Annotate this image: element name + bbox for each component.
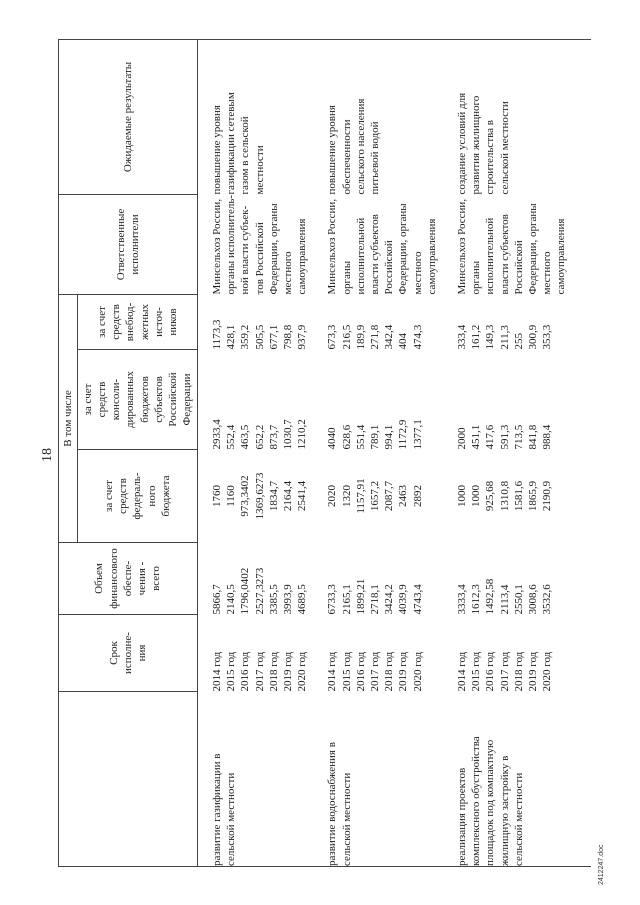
- federal-cell: [198, 450, 314, 543]
- regional-value: 652,2: [253, 424, 266, 450]
- total-value: 2165,1: [340, 584, 353, 615]
- responsible-cell: Минсельхоз России, органы исполнительной власти субъектов Российской Федерации, органы местного самоуправления: [456, 198, 568, 295]
- regional-value: 1377,1: [411, 419, 424, 450]
- regional-cell: [198, 350, 314, 450]
- federal-value: 1320: [340, 485, 353, 507]
- results-cell: создание условий для развития жилищного строительства в сельской местности: [443, 39, 591, 194]
- total-value: 4039,9: [397, 584, 410, 615]
- years-cell: [198, 615, 314, 692]
- years-value: 2016 год: [484, 651, 497, 692]
- table-body: [198, 39, 591, 866]
- total-value: 3424,2: [383, 584, 396, 615]
- years-value: 2016 год: [239, 651, 252, 692]
- extra-value: 271,8: [369, 324, 382, 350]
- regional-value: 1030,7: [282, 419, 295, 450]
- extra-value: 428,1: [225, 324, 238, 350]
- extra-value: 216,5: [340, 324, 353, 350]
- regional-cell: [443, 350, 591, 450]
- years-value: 2016 год: [354, 651, 367, 692]
- measure-name: развитие водоснабжения в сельской местности: [313, 692, 443, 867]
- federal-value: 925,68: [484, 480, 497, 512]
- years-value: 2019 год: [282, 651, 295, 692]
- table-row: [443, 39, 591, 866]
- extra-value: 1173,3: [211, 319, 223, 350]
- table-header: [59, 39, 198, 866]
- extra-value: 342,4: [383, 324, 396, 350]
- regional-value: 873,7: [267, 424, 280, 450]
- extra-cell: [198, 294, 314, 349]
- years-value: 2017 год: [369, 651, 382, 692]
- total-value: 6733,3: [326, 584, 339, 615]
- years-value: 2017 год: [253, 651, 266, 692]
- regional-cell: [313, 350, 443, 450]
- federal-value: 2164,4: [282, 480, 295, 512]
- table-row: [198, 39, 314, 866]
- regional-value: 988,4: [541, 424, 554, 450]
- years-value: 2015 год: [340, 651, 353, 692]
- measure-name: реализация проектов комплексного обустройства площадок под компактную жилищную застройку в сельской местности: [443, 692, 591, 867]
- years-value: 2019 год: [397, 651, 410, 692]
- regional-value: 552,4: [225, 424, 238, 450]
- total-value: 1612,3: [470, 584, 483, 615]
- extra-value: 300,9: [527, 324, 540, 350]
- extra-cell: [443, 294, 591, 349]
- total-value: 3385,5: [267, 584, 280, 615]
- federal-value: 1581,6: [512, 480, 525, 512]
- extra-value: 404: [397, 333, 410, 350]
- total-value: 2550,1: [512, 584, 525, 615]
- years-value: 2014 год: [211, 651, 223, 692]
- years-value: 2020 год: [411, 651, 424, 692]
- header-extra: за счет средств внебюд- жетных источ- ников: [78, 294, 198, 349]
- federal-value: 1657,2: [369, 480, 382, 512]
- federal-value: 1834,7: [267, 480, 280, 512]
- years-cell: [313, 615, 443, 692]
- years-value: 2015 год: [225, 651, 238, 692]
- regional-value: 628,6: [340, 424, 353, 450]
- total-value: 1492,58: [484, 578, 497, 615]
- regional-value: 841,8: [527, 424, 540, 450]
- header-including: В том числе: [59, 294, 78, 542]
- header-responsible: Ответственные исполнители: [59, 194, 198, 294]
- total-value: 4689,5: [296, 584, 309, 615]
- total-value: 2140,5: [225, 584, 238, 615]
- total-value: 4743,4: [411, 584, 424, 615]
- regional-value: 1210,2: [296, 419, 309, 450]
- federal-value: 1369,6273: [253, 472, 266, 520]
- federal-value: 1000: [456, 485, 469, 507]
- total-cell: [443, 543, 591, 615]
- total-value: 2718,1: [369, 584, 382, 615]
- regional-value: 551,4: [354, 424, 367, 450]
- federal-value: 1865,9: [527, 480, 540, 512]
- years-value: 2014 год: [326, 651, 339, 692]
- total-value: 2527,3273: [253, 567, 266, 615]
- federal-value: 1157,91: [354, 478, 367, 514]
- extra-cell: [313, 294, 443, 349]
- federal-value: 2463: [397, 485, 410, 507]
- total-cell: [198, 543, 314, 615]
- total-value: 3993,9: [282, 584, 295, 615]
- header-results: Ожидаемые результаты: [59, 39, 198, 194]
- regional-value: 789,1: [369, 424, 382, 450]
- federal-value: 1160: [225, 485, 238, 507]
- extra-value: 149,3: [484, 324, 497, 350]
- extra-value: 359,2: [239, 324, 252, 350]
- header-regional: за счет средств консоли- дированных бюджетов субъектов Российской Федерации: [78, 350, 198, 450]
- total-value: 1899,21: [354, 578, 367, 615]
- extra-value: 211,3: [498, 325, 511, 350]
- regional-value: 2000: [456, 427, 469, 450]
- document-footer: 2412247.doc: [598, 844, 605, 885]
- years-cell: [443, 615, 591, 692]
- header-federal: за счет средств федераль- ного бюджета: [78, 450, 198, 543]
- total-cell: [313, 543, 443, 615]
- total-value: 5866,7: [211, 584, 223, 615]
- federal-value: 2190,9: [541, 480, 554, 512]
- header-row-main: [59, 39, 78, 866]
- results-cell: повышение уровня газификации сетевым газом в сельской местности: [198, 39, 314, 194]
- extra-value: 937,9: [296, 324, 309, 350]
- table-row: [313, 39, 443, 866]
- regional-value: 1172,9: [397, 419, 410, 450]
- extra-value: 255: [512, 333, 525, 350]
- years-value: 2014 год: [456, 651, 469, 692]
- years-value: 2015 год: [470, 651, 483, 692]
- results-cell: повышение уровня обеспеченности сельского населения питьевой водой: [313, 39, 443, 194]
- federal-cell: [313, 450, 443, 543]
- federal-value: 2020: [326, 485, 339, 507]
- extra-value: 333,4: [456, 324, 469, 350]
- responsible-cell: Минсельхоз России, органы исполнительной власти субъектов Российской Федерации, органы местного самоуправления: [326, 198, 438, 295]
- header-measure: [59, 692, 198, 867]
- extra-value: 353,3: [541, 324, 554, 350]
- federal-value: 2541,4: [296, 480, 309, 512]
- total-value: 3532,6: [541, 584, 554, 615]
- years-value: 2018 год: [512, 651, 525, 692]
- regional-value: 463,5: [239, 424, 252, 450]
- total-value: 3008,6: [527, 584, 540, 615]
- years-value: 2018 год: [267, 651, 280, 692]
- federal-value: 1310,8: [498, 480, 511, 512]
- extra-value: 798,8: [282, 324, 295, 350]
- extra-value: 673,3: [326, 324, 339, 350]
- years-value: 2018 год: [383, 651, 396, 692]
- years-value: 2017 год: [498, 651, 511, 692]
- total-value: 1796,0402: [239, 567, 252, 615]
- financing-table: [58, 39, 591, 867]
- federal-value: 2087,7: [383, 480, 396, 512]
- years-value: 2020 год: [296, 651, 309, 692]
- extra-value: 505,5: [253, 324, 266, 350]
- regional-value: 591,3: [498, 424, 511, 450]
- header-period: Срок исполне- ния: [59, 615, 198, 692]
- extra-value: 189,9: [354, 324, 367, 350]
- federal-value: 1000: [470, 485, 483, 507]
- regional-value: 417,6: [484, 424, 497, 450]
- years-value: 2020 год: [541, 651, 554, 692]
- federal-value: 2892: [411, 485, 424, 507]
- extra-value: 677,1: [267, 324, 280, 350]
- header-total: Объем финансового обеспе- чения - всего: [59, 543, 198, 615]
- total-value: 3333,4: [456, 584, 469, 615]
- total-value: 2113,4: [498, 584, 511, 615]
- federal-value: 973,3402: [239, 475, 252, 517]
- extra-value: 161,2: [470, 324, 483, 350]
- regional-value: 713,5: [512, 424, 525, 450]
- federal-value: 1760: [211, 485, 223, 507]
- regional-value: 4040: [326, 427, 339, 450]
- measure-name: развитие газификации в сельской местности: [198, 692, 314, 867]
- extra-value: 474,3: [411, 324, 424, 350]
- regional-value: 2933,4: [211, 419, 223, 450]
- federal-cell: [443, 450, 591, 543]
- years-value: 2019 год: [527, 651, 540, 692]
- responsible-cell: Минсельхоз России, органы исполнитель- ной власти субъек- тов Российской Федерации, органы местного самоуправления: [211, 194, 309, 295]
- regional-value: 451,1: [470, 424, 483, 450]
- page-number: 18: [40, 448, 55, 462]
- regional-value: 994,1: [383, 424, 396, 450]
